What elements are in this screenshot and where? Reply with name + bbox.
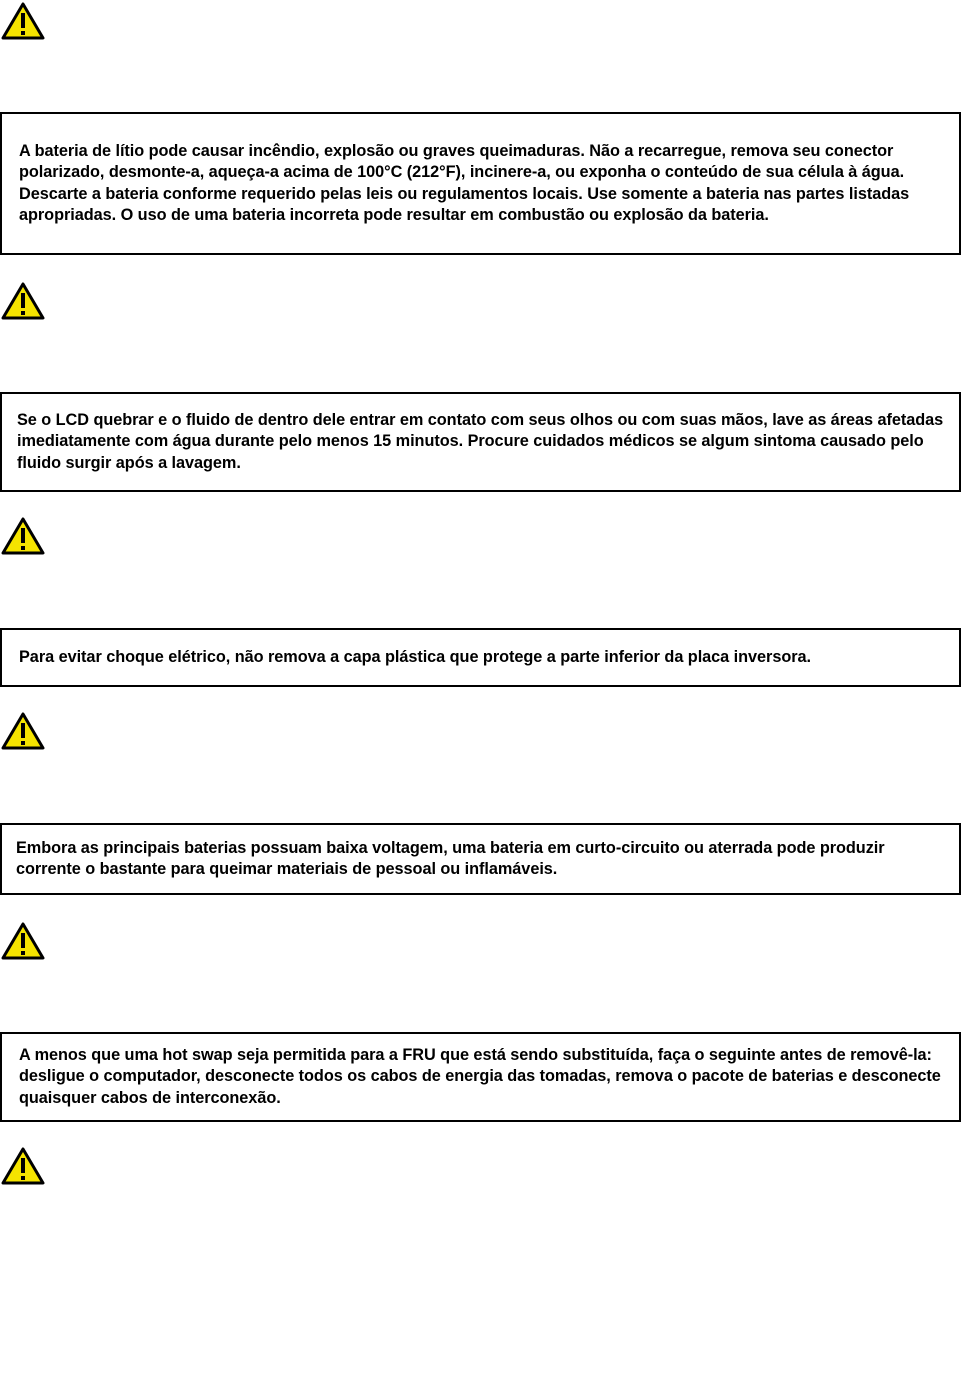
warning-triangle-icon <box>1 921 45 961</box>
notice-text: A menos que uma hot swap seja permitida para a FRU que está sendo substituída, faça o seguinte antes de removê-la: desligue o computador, desconecte todos os cabos de energia das tomadas, remova o pacote de baterias e desconecte quaisquer cabos de interconexão. <box>19 1045 941 1107</box>
caution-notice-short-circuit <box>0 823 961 895</box>
notice-text: Se o LCD quebrar e o fluido de dentro dele entrar em contato com seus olhos ou com suas mãos, lave as áreas afetadas imediatamente com água durante pelo menos 15 minutos. Procure cuidados médicos se algum sintoma causado pelo fluido surgir após a lavagem. <box>17 410 944 472</box>
caution-notice-lcd-fluid <box>0 392 961 492</box>
notice-text: Para evitar choque elétrico, não remova a capa plástica que protege a parte inferior da placa inversora. <box>19 647 811 666</box>
caution-notice-inverter-cover <box>0 628 961 687</box>
warning-triangle-icon <box>1 516 45 556</box>
warning-triangle-icon <box>1 1 45 41</box>
warning-triangle-icon <box>1 1146 45 1186</box>
notice-text: Embora as principais baterias possuam baixa voltagem, uma bateria em curto-circuito ou aterrada pode produzir corrente o bastante para queimar materiais de pessoal ou inflamáveis. <box>16 838 885 878</box>
notice-text: A bateria de lítio pode causar incêndio, explosão ou graves queimaduras. Não a recarregue, remova seu conector polarizado, desmonte-a, aqueça-a acima de 100°C (212°F), incinere-a, ou exponha o conteúdo de sua célula à água. Descarte a bateria conforme requerido pelas leis ou regulamentos locais. Use somente a bateria nas partes listadas apropriadas. O uso de uma bateria incorreta pode resultar em combustão ou explosão da bateria. <box>19 141 910 224</box>
warning-triangle-icon <box>1 711 45 751</box>
warning-triangle-icon <box>1 281 45 321</box>
caution-notice-lithium-battery <box>0 112 961 255</box>
caution-notice-hot-swap <box>0 1032 961 1122</box>
